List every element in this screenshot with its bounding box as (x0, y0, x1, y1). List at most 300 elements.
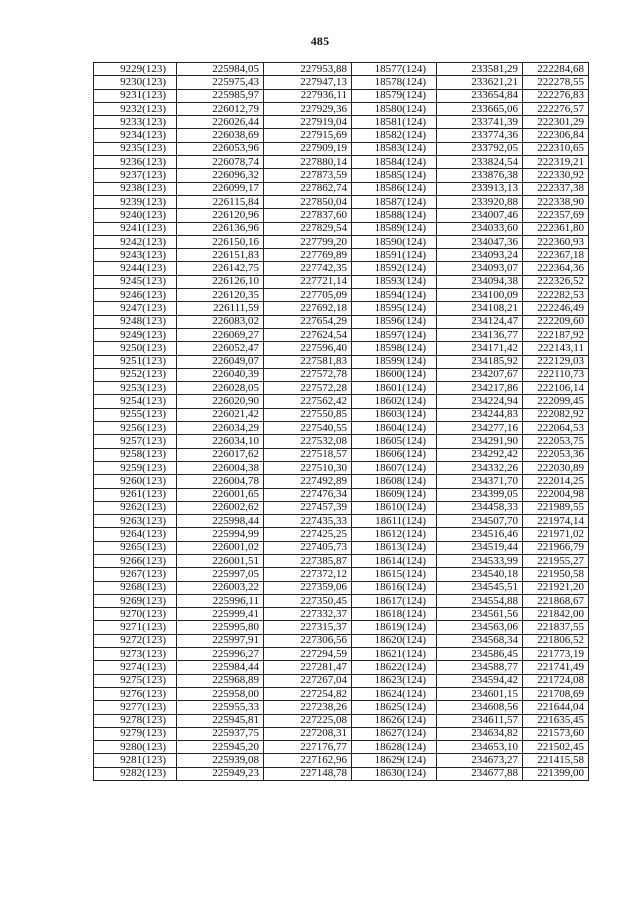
table-cell-coord-x-b: 234332,26 (437, 461, 523, 474)
table-cell-coord-x-a: 226001,51 (177, 554, 264, 567)
table-cell-coord-x-b: 234217,86 (437, 382, 523, 395)
table-cell-coord-x-a: 226021,42 (177, 408, 264, 421)
table-cell-coord-x-a: 226012,79 (177, 102, 264, 115)
table-cell-coord-y-a: 227385,87 (264, 554, 352, 567)
table-cell-coord-x-b: 234047,36 (437, 235, 523, 248)
table-cell-point-id-a: 9279(123) (94, 727, 177, 740)
table-row (94, 342, 589, 355)
table-cell-coord-x-b: 234568,34 (437, 634, 523, 647)
table-cell-point-id-b: 18587(124) (352, 195, 437, 208)
table-cell-coord-x-a: 226120,96 (177, 209, 264, 222)
table-cell-coord-y-a: 227162,96 (264, 754, 352, 767)
table-cell-coord-y-a: 227457,39 (264, 501, 352, 514)
table-cell-point-id-a: 9278(123) (94, 714, 177, 727)
table-cell-point-id-b: 18579(124) (352, 89, 437, 102)
table-cell-point-id-b: 18620(124) (352, 634, 437, 647)
table-cell-coord-x-b: 233920,88 (437, 195, 523, 208)
table-cell-coord-y-b: 222276,57 (523, 102, 589, 115)
table-cell-coord-y-a: 227405,73 (264, 541, 352, 554)
table-cell-point-id-b: 18618(124) (352, 608, 437, 621)
table-cell-coord-x-b: 234093,07 (437, 262, 523, 275)
table-row (94, 435, 589, 448)
table-cell-coord-x-b: 234563,06 (437, 621, 523, 634)
table-cell-point-id-a: 9234(123) (94, 129, 177, 142)
table-cell-point-id-b: 18583(124) (352, 142, 437, 155)
table-cell-point-id-b: 18602(124) (352, 395, 437, 408)
table-cell-coord-x-b: 234673,27 (437, 754, 523, 767)
table-cell-coord-x-a: 225996,27 (177, 648, 264, 661)
table-cell-coord-y-b: 222310,65 (523, 142, 589, 155)
table-cell-coord-y-b: 222364,36 (523, 262, 589, 275)
table-cell-point-id-a: 9242(123) (94, 235, 177, 248)
table-cell-coord-x-a: 226096,32 (177, 169, 264, 182)
table-row (94, 515, 589, 528)
table-cell-coord-y-b: 222014,25 (523, 475, 589, 488)
table-cell-coord-x-a: 226034,10 (177, 435, 264, 448)
table-cell-point-id-b: 18594(124) (352, 289, 437, 302)
table-row (94, 741, 589, 754)
table-cell-coord-x-b: 234224,94 (437, 395, 523, 408)
table-cell-coord-y-a: 227880,14 (264, 156, 352, 169)
table-cell-coord-x-b: 234108,21 (437, 302, 523, 315)
table-cell-point-id-a: 9259(123) (94, 461, 177, 474)
table-row (94, 156, 589, 169)
table-cell-coord-y-b: 222187,92 (523, 328, 589, 341)
table-cell-coord-x-b: 234124,47 (437, 315, 523, 328)
table-cell-coord-x-b: 234292,42 (437, 448, 523, 461)
table-cell-coord-y-b: 222367,18 (523, 249, 589, 262)
table-row (94, 661, 589, 674)
table-row (94, 674, 589, 687)
table-cell-coord-y-a: 227829,54 (264, 222, 352, 235)
table-cell-point-id-a: 9248(123) (94, 315, 177, 328)
table-cell-coord-x-b: 234458,33 (437, 501, 523, 514)
table-cell-coord-x-b: 234594,42 (437, 674, 523, 687)
table-cell-coord-y-a: 227915,69 (264, 129, 352, 142)
table-cell-coord-y-a: 227572,28 (264, 382, 352, 395)
table-row (94, 142, 589, 155)
table-cell-point-id-a: 9229(123) (94, 63, 177, 76)
table-cell-coord-x-a: 225937,75 (177, 727, 264, 740)
table-body (94, 63, 589, 781)
table-cell-coord-x-b: 233792,05 (437, 142, 523, 155)
table-cell-point-id-b: 18591(124) (352, 249, 437, 262)
table-cell-coord-y-b: 221966,79 (523, 541, 589, 554)
table-row (94, 63, 589, 76)
table-cell-point-id-b: 18604(124) (352, 422, 437, 435)
table-cell-point-id-a: 9264(123) (94, 528, 177, 541)
table-cell-coord-y-b: 222319,21 (523, 156, 589, 169)
table-cell-point-id-b: 18610(124) (352, 501, 437, 514)
table-cell-coord-y-a: 227654,29 (264, 315, 352, 328)
table-row (94, 76, 589, 89)
table-cell-coord-x-b: 234545,51 (437, 581, 523, 594)
table-cell-coord-x-a: 225994,99 (177, 528, 264, 541)
table-cell-coord-x-b: 234608,56 (437, 701, 523, 714)
table-row (94, 568, 589, 581)
table-row (94, 116, 589, 129)
table-cell-coord-y-b: 222246,49 (523, 302, 589, 315)
table-cell-coord-x-b: 234554,88 (437, 594, 523, 607)
table-row (94, 475, 589, 488)
table-cell-point-id-b: 18629(124) (352, 754, 437, 767)
table-cell-coord-x-a: 225985,97 (177, 89, 264, 102)
table-cell-coord-y-a: 227281,47 (264, 661, 352, 674)
table-cell-point-id-a: 9258(123) (94, 448, 177, 461)
table-cell-point-id-b: 18596(124) (352, 315, 437, 328)
table-row (94, 687, 589, 700)
table-cell-point-id-a: 9280(123) (94, 741, 177, 754)
table-cell-coord-y-a: 227705,09 (264, 289, 352, 302)
table-cell-coord-y-a: 227435,33 (264, 515, 352, 528)
table-cell-coord-x-a: 225997,05 (177, 568, 264, 581)
table-cell-coord-x-b: 233774,36 (437, 129, 523, 142)
table-cell-point-id-a: 9252(123) (94, 368, 177, 381)
table-cell-coord-y-a: 227919,04 (264, 116, 352, 129)
coordinates-table (93, 62, 589, 781)
table-cell-point-id-b: 18626(124) (352, 714, 437, 727)
table-cell-point-id-b: 18627(124) (352, 727, 437, 740)
table-cell-coord-x-b: 234588,77 (437, 661, 523, 674)
table-cell-coord-x-a: 225999,41 (177, 608, 264, 621)
table-row (94, 634, 589, 647)
table-cell-coord-y-b: 221773,19 (523, 648, 589, 661)
table-cell-coord-x-b: 234100,09 (437, 289, 523, 302)
table-cell-coord-y-a: 227148,78 (264, 767, 352, 780)
table-cell-coord-x-a: 225998,44 (177, 515, 264, 528)
table-row (94, 328, 589, 341)
table-cell-coord-y-a: 227953,88 (264, 63, 352, 76)
table-row (94, 422, 589, 435)
table-cell-coord-x-a: 226004,78 (177, 475, 264, 488)
table-cell-coord-y-a: 227425,25 (264, 528, 352, 541)
table-cell-point-id-b: 18630(124) (352, 767, 437, 780)
table-row (94, 315, 589, 328)
table-cell-coord-x-a: 226078,74 (177, 156, 264, 169)
table-cell-coord-y-a: 227850,04 (264, 195, 352, 208)
table-cell-coord-y-b: 221837,55 (523, 621, 589, 634)
table-cell-point-id-a: 9231(123) (94, 89, 177, 102)
table-cell-coord-y-b: 221921,20 (523, 581, 589, 594)
table-cell-point-id-b: 18611(124) (352, 515, 437, 528)
table-row (94, 209, 589, 222)
table-cell-coord-x-a: 226002,62 (177, 501, 264, 514)
table-cell-point-id-b: 18599(124) (352, 355, 437, 368)
table-cell-point-id-a: 9256(123) (94, 422, 177, 435)
table-cell-point-id-a: 9263(123) (94, 515, 177, 528)
table-cell-point-id-b: 18614(124) (352, 554, 437, 567)
table-cell-coord-y-a: 227532,08 (264, 435, 352, 448)
table-cell-coord-x-a: 225984,44 (177, 661, 264, 674)
table-cell-coord-y-b: 221635,45 (523, 714, 589, 727)
table-cell-coord-y-b: 222276,83 (523, 89, 589, 102)
table-cell-coord-y-b: 222284,68 (523, 63, 589, 76)
table-cell-coord-y-a: 227208,31 (264, 727, 352, 740)
table-cell-point-id-a: 9260(123) (94, 475, 177, 488)
table-cell-coord-y-b: 222360,93 (523, 235, 589, 248)
table-cell-coord-y-a: 227769,89 (264, 249, 352, 262)
table-cell-point-id-b: 18616(124) (352, 581, 437, 594)
table-cell-point-id-a: 9265(123) (94, 541, 177, 554)
table-cell-point-id-a: 9247(123) (94, 302, 177, 315)
table-row (94, 501, 589, 514)
table-cell-coord-x-b: 234653,10 (437, 741, 523, 754)
table-cell-point-id-a: 9251(123) (94, 355, 177, 368)
table-cell-coord-y-b: 221955,27 (523, 554, 589, 567)
table-cell-coord-x-b: 234507,70 (437, 515, 523, 528)
table-cell-point-id-a: 9236(123) (94, 156, 177, 169)
table-row (94, 235, 589, 248)
table-cell-coord-x-b: 233654,84 (437, 89, 523, 102)
table-cell-coord-x-b: 234244,83 (437, 408, 523, 421)
table-cell-coord-y-a: 227518,57 (264, 448, 352, 461)
table-cell-coord-y-b: 221399,00 (523, 767, 589, 780)
table-cell-coord-y-b: 222337,38 (523, 182, 589, 195)
table-cell-point-id-a: 9249(123) (94, 328, 177, 341)
table-cell-coord-x-a: 226099,17 (177, 182, 264, 195)
table-cell-coord-x-a: 225995,80 (177, 621, 264, 634)
table-cell-coord-y-a: 227350,45 (264, 594, 352, 607)
table-row (94, 355, 589, 368)
table-cell-coord-x-a: 225975,43 (177, 76, 264, 89)
table-cell-coord-x-a: 226142,75 (177, 262, 264, 275)
table-cell-point-id-b: 18621(124) (352, 648, 437, 661)
table-cell-coord-x-b: 234516,46 (437, 528, 523, 541)
table-cell-coord-x-b: 234033,60 (437, 222, 523, 235)
table-cell-coord-x-b: 233741,39 (437, 116, 523, 129)
table-cell-coord-x-b: 233876,38 (437, 169, 523, 182)
table-row (94, 382, 589, 395)
table-cell-point-id-b: 18615(124) (352, 568, 437, 581)
table-cell-coord-x-a: 225939,08 (177, 754, 264, 767)
table-cell-point-id-a: 9246(123) (94, 289, 177, 302)
table-cell-coord-y-a: 227332,37 (264, 608, 352, 621)
table-cell-coord-y-b: 221741,49 (523, 661, 589, 674)
table-cell-point-id-a: 9254(123) (94, 395, 177, 408)
table-cell-coord-x-a: 226026,44 (177, 116, 264, 129)
table-cell-coord-y-b: 222282,53 (523, 289, 589, 302)
table-cell-point-id-b: 18619(124) (352, 621, 437, 634)
table-cell-point-id-b: 18607(124) (352, 461, 437, 474)
table-row (94, 488, 589, 501)
table-cell-coord-x-b: 234171,42 (437, 342, 523, 355)
table-cell-coord-y-b: 222053,75 (523, 435, 589, 448)
table-cell-point-id-a: 9270(123) (94, 608, 177, 621)
table-cell-point-id-b: 18588(124) (352, 209, 437, 222)
table-cell-coord-x-b: 234277,16 (437, 422, 523, 435)
table-cell-point-id-a: 9261(123) (94, 488, 177, 501)
table-cell-coord-y-b: 222357,69 (523, 209, 589, 222)
table-cell-coord-y-a: 227799,20 (264, 235, 352, 248)
table-cell-coord-y-a: 227572,78 (264, 368, 352, 381)
table-cell-coord-x-b: 234519,44 (437, 541, 523, 554)
table-cell-point-id-a: 9239(123) (94, 195, 177, 208)
table-cell-coord-y-b: 221868,67 (523, 594, 589, 607)
table-cell-coord-y-a: 227837,60 (264, 209, 352, 222)
table-cell-point-id-a: 9269(123) (94, 594, 177, 607)
table-cell-coord-x-b: 234207,67 (437, 368, 523, 381)
table-cell-point-id-a: 9282(123) (94, 767, 177, 780)
table-cell-coord-y-b: 222082,92 (523, 408, 589, 421)
table-cell-coord-x-a: 226049,07 (177, 355, 264, 368)
table-cell-coord-y-b: 221724,08 (523, 674, 589, 687)
table-cell-point-id-b: 18593(124) (352, 275, 437, 288)
table-cell-point-id-a: 9255(123) (94, 408, 177, 421)
table-cell-point-id-b: 18601(124) (352, 382, 437, 395)
table-cell-coord-x-b: 233665,06 (437, 102, 523, 115)
table-cell-coord-x-a: 226115,84 (177, 195, 264, 208)
table-cell-coord-y-a: 227267,04 (264, 674, 352, 687)
table-cell-coord-x-b: 234371,70 (437, 475, 523, 488)
table-row (94, 528, 589, 541)
table-cell-point-id-b: 18597(124) (352, 328, 437, 341)
table-cell-coord-x-b: 234634,82 (437, 727, 523, 740)
table-row (94, 714, 589, 727)
table-cell-coord-x-b: 234677,88 (437, 767, 523, 780)
table-cell-coord-y-b: 221708,69 (523, 687, 589, 700)
table-cell-point-id-b: 18603(124) (352, 408, 437, 421)
table-cell-coord-x-a: 226004,38 (177, 461, 264, 474)
table-cell-coord-y-b: 222278,55 (523, 76, 589, 89)
table-cell-coord-x-a: 226069,27 (177, 328, 264, 341)
table-row (94, 701, 589, 714)
table-cell-point-id-a: 9235(123) (94, 142, 177, 155)
table-cell-coord-x-b: 233913,13 (437, 182, 523, 195)
table-cell-point-id-b: 18592(124) (352, 262, 437, 275)
table-cell-coord-x-a: 225984,05 (177, 63, 264, 76)
table-row (94, 129, 589, 142)
table-row (94, 368, 589, 381)
table-cell-coord-x-a: 226001,65 (177, 488, 264, 501)
table-cell-point-id-a: 9262(123) (94, 501, 177, 514)
table-cell-coord-y-a: 227254,82 (264, 687, 352, 700)
table-cell-point-id-a: 9274(123) (94, 661, 177, 674)
table-cell-coord-y-b: 221989,55 (523, 501, 589, 514)
table-cell-point-id-a: 9230(123) (94, 76, 177, 89)
table-cell-coord-x-a: 226150,16 (177, 235, 264, 248)
table-cell-point-id-b: 18584(124) (352, 156, 437, 169)
table-row (94, 461, 589, 474)
table-row (94, 448, 589, 461)
table-cell-coord-y-a: 227562,42 (264, 395, 352, 408)
table-cell-coord-y-a: 227721,14 (264, 275, 352, 288)
table-row (94, 767, 589, 780)
table-cell-coord-y-b: 221950,58 (523, 568, 589, 581)
table-row (94, 275, 589, 288)
table-row (94, 408, 589, 421)
table-cell-point-id-a: 9241(123) (94, 222, 177, 235)
table-cell-coord-y-b: 222129,03 (523, 355, 589, 368)
table-cell-point-id-b: 18623(124) (352, 674, 437, 687)
table-cell-point-id-b: 18600(124) (352, 368, 437, 381)
table-row (94, 195, 589, 208)
table-cell-coord-y-b: 222106,14 (523, 382, 589, 395)
table-cell-coord-y-a: 227596,40 (264, 342, 352, 355)
table-cell-coord-y-b: 222330,92 (523, 169, 589, 182)
table-cell-point-id-a: 9244(123) (94, 262, 177, 275)
table-cell-coord-x-a: 226020,90 (177, 395, 264, 408)
table-row (94, 182, 589, 195)
table-cell-point-id-a: 9237(123) (94, 169, 177, 182)
table-cell-point-id-b: 18589(124) (352, 222, 437, 235)
table-cell-coord-y-b: 221842,00 (523, 608, 589, 621)
table-cell-point-id-b: 18608(124) (352, 475, 437, 488)
table-row (94, 395, 589, 408)
table-row (94, 621, 589, 634)
table-cell-point-id-b: 18578(124) (352, 76, 437, 89)
table-cell-coord-x-a: 226120,35 (177, 289, 264, 302)
table-row (94, 262, 589, 275)
table-row (94, 608, 589, 621)
table-cell-coord-x-a: 225945,81 (177, 714, 264, 727)
table-cell-coord-x-a: 225958,00 (177, 687, 264, 700)
table-cell-coord-y-b: 222301,29 (523, 116, 589, 129)
table-cell-coord-x-a: 226053,96 (177, 142, 264, 155)
table-cell-point-id-b: 18585(124) (352, 169, 437, 182)
table-cell-coord-y-b: 222110,73 (523, 368, 589, 381)
table-cell-point-id-a: 9243(123) (94, 249, 177, 262)
table-cell-coord-y-b: 222099,45 (523, 395, 589, 408)
table-cell-point-id-a: 9233(123) (94, 116, 177, 129)
table-cell-point-id-a: 9266(123) (94, 554, 177, 567)
table-cell-coord-x-b: 233824,54 (437, 156, 523, 169)
table-cell-coord-y-a: 227294,59 (264, 648, 352, 661)
table-cell-coord-y-b: 222004,98 (523, 488, 589, 501)
table-cell-coord-x-a: 225968,89 (177, 674, 264, 687)
table-cell-coord-y-b: 221644,04 (523, 701, 589, 714)
table-row (94, 222, 589, 235)
table-cell-coord-y-a: 227176,77 (264, 741, 352, 754)
table-cell-coord-x-b: 234540,18 (437, 568, 523, 581)
table-cell-coord-x-b: 234136,77 (437, 328, 523, 341)
table-cell-coord-x-b: 234093,24 (437, 249, 523, 262)
table-cell-point-id-a: 9250(123) (94, 342, 177, 355)
table-row (94, 594, 589, 607)
table-cell-coord-x-b: 233581,29 (437, 63, 523, 76)
table-cell-coord-x-b: 234586,45 (437, 648, 523, 661)
table-row (94, 289, 589, 302)
table-cell-coord-x-a: 225996,11 (177, 594, 264, 607)
table-cell-point-id-b: 18582(124) (352, 129, 437, 142)
table-cell-coord-x-b: 234291,90 (437, 435, 523, 448)
table-cell-coord-x-a: 225955,33 (177, 701, 264, 714)
table-row (94, 727, 589, 740)
table-cell-point-id-a: 9272(123) (94, 634, 177, 647)
table-cell-coord-y-a: 227742,35 (264, 262, 352, 275)
table-cell-coord-y-a: 227372,12 (264, 568, 352, 581)
table-cell-coord-x-a: 226038,69 (177, 129, 264, 142)
table-cell-coord-x-b: 234399,05 (437, 488, 523, 501)
table-cell-coord-x-a: 226111,59 (177, 302, 264, 315)
table-cell-coord-y-a: 227624,54 (264, 328, 352, 341)
table-cell-point-id-a: 9238(123) (94, 182, 177, 195)
table-cell-coord-y-a: 227550,85 (264, 408, 352, 421)
table-cell-coord-x-b: 233621,21 (437, 76, 523, 89)
table-cell-coord-x-b: 234611,57 (437, 714, 523, 727)
table-cell-coord-y-a: 227306,56 (264, 634, 352, 647)
table-row (94, 754, 589, 767)
table-cell-coord-x-a: 226034,29 (177, 422, 264, 435)
table-cell-coord-x-a: 226126,10 (177, 275, 264, 288)
table-cell-coord-y-a: 227862,74 (264, 182, 352, 195)
table-cell-coord-y-a: 227476,34 (264, 488, 352, 501)
table-cell-point-id-a: 9232(123) (94, 102, 177, 115)
table-row (94, 581, 589, 594)
table-cell-point-id-b: 18605(124) (352, 435, 437, 448)
table-cell-coord-x-a: 225945,20 (177, 741, 264, 754)
table-cell-coord-x-b: 234007,46 (437, 209, 523, 222)
table-cell-point-id-b: 18622(124) (352, 661, 437, 674)
